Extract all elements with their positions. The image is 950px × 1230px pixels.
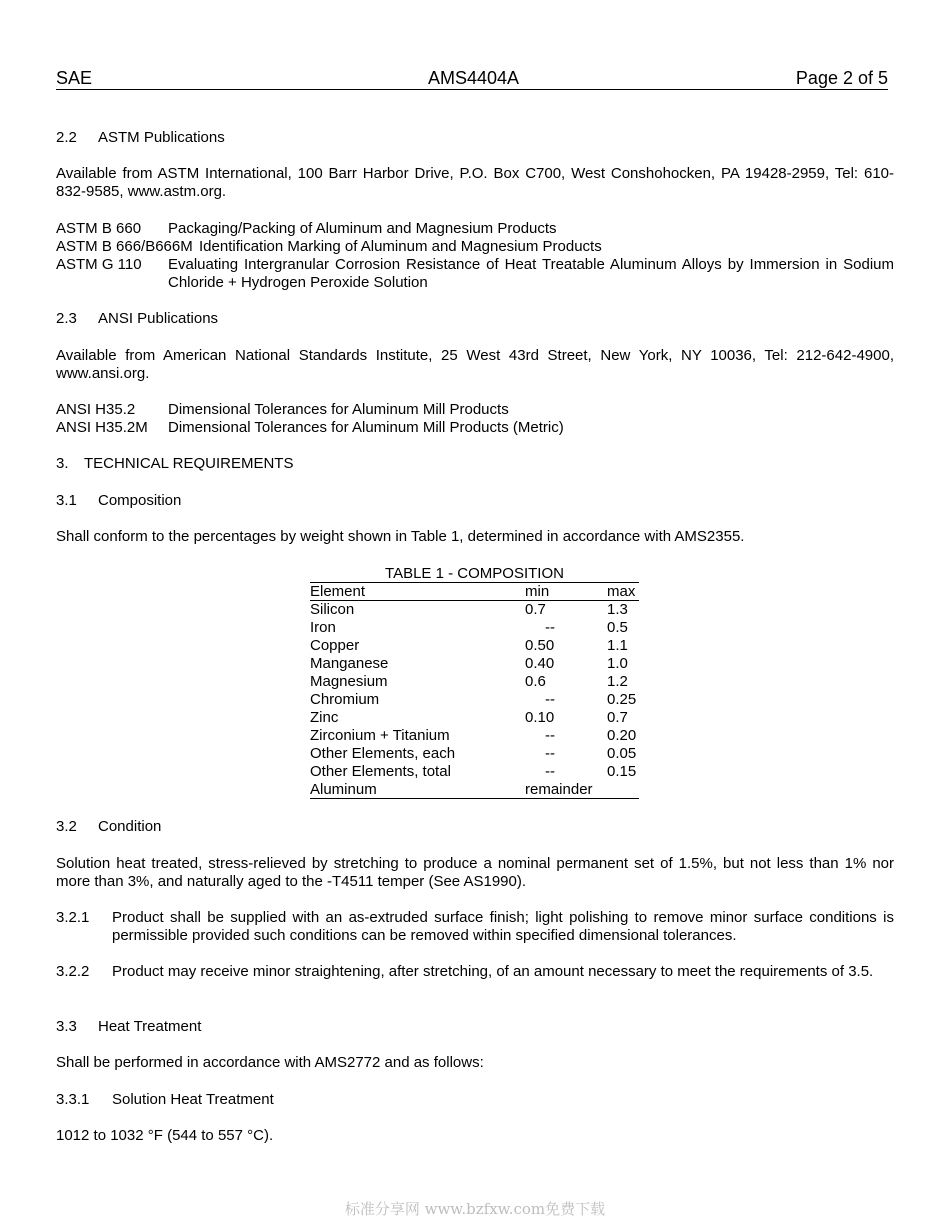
table-row: Iron -- 0.5 (310, 619, 628, 636)
table-row: Magnesium 0.6 1.2 (310, 673, 628, 690)
section-3-2-2: 3.2.2 Product may receive minor straightening, after stretching, of an amount necessary to meet the requirements of 3.5. (56, 963, 874, 980)
section-2-2-heading: 2.2 ASTM Publications (56, 129, 225, 146)
section-2-2-paragraph: Available from ASTM International, 100 Barr Harbor Drive, P.O. Box C700, West Conshohocken, PA 19428-2959, Tel: 610-832-9585, www.astm.org. (56, 165, 894, 200)
section-3-1-heading: 3.1 Composition (56, 492, 182, 509)
section-3-2-paragraph: Solution heat treated, stress-relieved by stretching to produce a nominal permanent set of 1.5%, but not less than 1% nor more than 3%, and naturally aged to the -T4511 temper (See AS1990). (56, 855, 894, 890)
section-3-2-heading: 3.2 Condition (56, 818, 162, 835)
section-3-heading: 3. TECHNICAL REQUIREMENTS (56, 455, 294, 472)
footer-watermark: 标准分享网 www.bzfxw.com免费下载 (344, 1200, 606, 1218)
table-row: Silicon 0.7 1.3 (310, 601, 628, 618)
section-2-3-paragraph: Available from American National Standards Institute, 25 West 43rd Street, New York, NY 10036, Tel: 212-642-4900, www.ansi.org. (56, 347, 894, 382)
table-row: Copper 0.50 1.1 (310, 637, 628, 654)
table-title: TABLE 1 - COMPOSITION (385, 565, 564, 582)
table-row: Zinc 0.10 0.7 (310, 709, 628, 726)
composition-table (310, 565, 639, 799)
section-3-1-paragraph: Shall conform to the percentages by weight shown in Table 1, determined in accordance with AMS2355. (56, 528, 745, 545)
header-org: SAE (56, 68, 93, 88)
reference-item: ANSI H35.2 Dimensional Tolerances for Aluminum Mill Products (56, 401, 509, 418)
header-page-number: Page 2 of 5 (795, 68, 888, 88)
section-3-3-heading: 3.3 Heat Treatment (56, 1018, 202, 1035)
table-row: Zirconium + Titanium -- 0.20 (310, 727, 637, 744)
reference-item: ASTM G 110 Evaluating Intergranular Corrosion Resistance of Heat Treatable Aluminum Alloys by Immersion in Sodium Chloride + Hydrogen Peroxide Solution (56, 256, 894, 291)
reference-item: ASTM B 666/B666M Identification Marking of Aluminum and Magnesium Products (56, 238, 602, 255)
section-3-3-1-heading: 3.3.1 Solution Heat Treatment (56, 1091, 274, 1108)
header-doc-number: AMS4404A (428, 68, 520, 88)
page-header (56, 67, 888, 90)
table-row: Manganese 0.40 1.0 (310, 655, 628, 672)
reference-item: ANSI H35.2M Dimensional Tolerances for Aluminum Mill Products (Metric) (56, 419, 564, 436)
table-row: Other Elements, each -- 0.05 (310, 745, 637, 762)
reference-item: ASTM B 660 Packaging/Packing of Aluminum and Magnesium Products (56, 220, 557, 237)
table-row: Chromium -- 0.25 (310, 691, 637, 708)
section-3-2-1: 3.2.1 Product shall be supplied with an as-extruded surface finish; light polishing to remove minor surface conditions is permissible provided such conditions can be removed within specified dimensional tolerances. (56, 909, 894, 944)
table-row: Other Elements, total -- 0.15 (310, 763, 637, 780)
section-2-3-heading: 2.3 ANSI Publications (56, 310, 219, 327)
section-3-3-paragraph: Shall be performed in accordance with AMS2772 and as follows: (56, 1054, 484, 1071)
table-header-row: Element min max (310, 582, 639, 601)
section-3-3-1-paragraph: 1012 to 1032 °F (544 to 557 °C). (56, 1127, 274, 1144)
table-row: Aluminum remainder (310, 781, 639, 799)
